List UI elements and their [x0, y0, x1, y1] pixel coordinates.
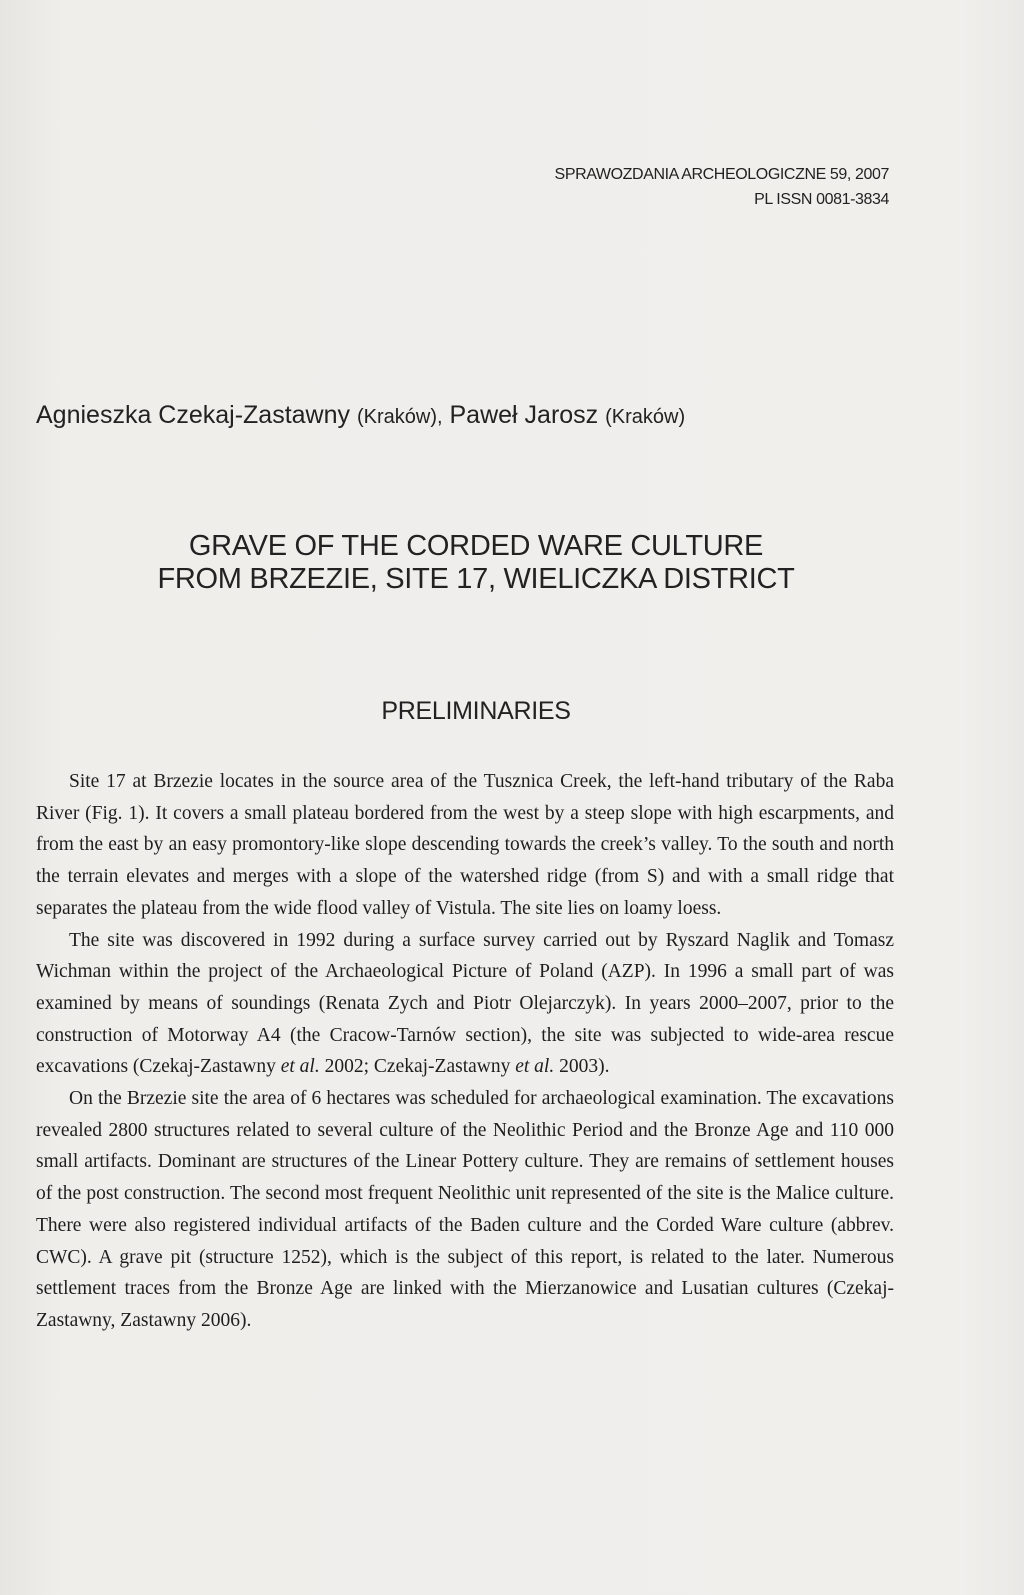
section-heading: PRELIMINARIES	[381, 697, 571, 725]
journal-issn: PL ISSN 0081-3834	[754, 191, 889, 208]
article-title-line-2: FROM BRZEZIE, SITE 17, WIELICZKA DISTRICT	[157, 563, 795, 595]
author-1-affiliation: (Kraków),	[356, 406, 443, 428]
article-title	[36, 530, 916, 596]
author-2-name: Paweł Jarosz	[449, 401, 599, 429]
et-al-1: et al.	[280, 1056, 320, 1078]
author-2-affiliation: (Kraków)	[605, 406, 686, 428]
article-title-line-1: GRAVE OF THE CORDED WARE CULTURE	[188, 530, 764, 562]
paragraph-3: On the Brzezie site the area of 6 hectares was scheduled for archaeological examination. The excavations revealed 2800 structures related to several culture of the Neolithic Period and the Bronze Age and 110 000 small artifacts. Dominant are structures of the Linear Pottery culture. They are remains of settlement houses of the post construction. The second most frequent Neolithic unit represented of the site is the Malice culture. There were also registered individual artifacts of the Baden culture and the Corded Ware culture (abbrev. CWC). A grave pit (structure 1252), which is the subject of this report, is related to the later. Numerous settlement traces from the Bronze Age are linked with the Mierzanowice and Lusatian cultures (Czekaj-Zastawny, Zastawny 2006).	[36, 1088, 894, 1331]
paragraph-2-part-a: The site was discovered in 1992 during a surface survey carried out by Ryszard Naglik and Tomasz Wichman within the project of the Archaeological Picture of Poland (AZP). In 1996 a small part of was examined by means of soundings (Renata Zych and Piotr Olejarczyk). In years 2000–2007, prior to the construction of Motorway A4 (the Cracow-Tarnów section), the site was subjected to wide-area rescue excavations (Czekaj-Zastawny	[36, 929, 894, 1078]
et-al-2: et al.	[515, 1056, 555, 1078]
paragraph-2-part-b: 2002; Czekaj-Zastawny	[324, 1056, 511, 1078]
body-text	[36, 766, 894, 1337]
paragraph-1: Site 17 at Brzezie locates in the source area of the Tusznica Creek, the left-hand tributary of the Raba River (Fig. 1). It covers a small plateau bordered from the west by a steep slope with high escarpments, and from the east by an easy promontory-like slope descending towards the creek’s valley. To the south and north the terrain elevates and merges with a slope of the watershed ridge (from S) and with a small ridge that separates the plateau from the wide flood valley of Vistula. The site lies on loamy loess.	[36, 771, 894, 919]
paragraph-2	[36, 925, 894, 1084]
journal-header	[555, 162, 889, 212]
journal-name: SPRAWOZDANIA ARCHEOLOGICZNE 59, 2007	[554, 166, 889, 183]
paragraph-2-part-c: 2003).	[559, 1056, 610, 1078]
author-line	[36, 401, 685, 430]
author-1-name: Agnieszka Czekaj-Zastawny	[36, 401, 351, 429]
